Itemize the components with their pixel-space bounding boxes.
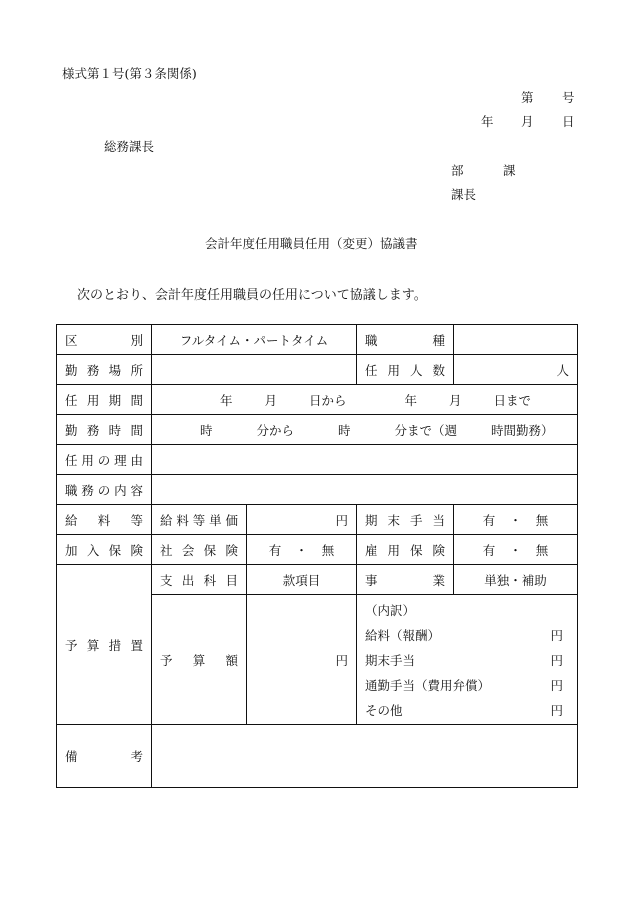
label-reason: 任 用 の 理 由 [65, 452, 143, 468]
row-location [57, 355, 578, 385]
field-headcount[interactable] [454, 355, 578, 385]
list-item: 給料（報酬） 円 [365, 627, 564, 643]
doc-no-prefix: 第 [521, 90, 534, 105]
row-kubetsu [57, 325, 578, 355]
sender-dept: 部 [451, 163, 464, 178]
row-salary [57, 505, 578, 535]
label-budget-amount: 予 算 額 [160, 652, 238, 668]
field-location[interactable] [152, 355, 357, 385]
field-social-insurance[interactable]: 有 ・ 無 [247, 535, 357, 565]
field-unit-price[interactable] [247, 505, 357, 535]
breakdown-title: （内訳） [365, 602, 416, 618]
label-shokushu: 職 種 [365, 332, 446, 348]
sender-chief: 課長 [451, 187, 477, 202]
unit-yen: 円 [335, 652, 349, 668]
label-kubetsu: 区 別 [65, 332, 143, 348]
list-item: その他 円 [365, 702, 564, 718]
intro-text: 次のとおり、会計年度任用職員の任用について協議します。 [77, 288, 427, 303]
label-remarks: 備 考 [65, 749, 143, 764]
budget-breakdown[interactable] [357, 595, 578, 725]
label-headcount: 任 用 人 数 [365, 362, 445, 378]
kubetsu-options[interactable]: フルタイム・パートタイム [152, 325, 357, 355]
row-budget-header [57, 565, 578, 595]
unit-persons: 人 [556, 362, 570, 378]
field-hours[interactable]: 時 分から 時 分まで（週 時間勤務） [152, 415, 578, 445]
label-budget: 予 算 措 置 [65, 637, 143, 653]
list-item: 期末手当 円 [365, 652, 564, 668]
label-salary: 給 料 等 [65, 512, 143, 528]
label-kankomoku: 款項目 [282, 572, 321, 588]
addressee: 総務課長 [104, 139, 155, 154]
document-title: 会計年度任用職員任用（変更）協議書 [205, 236, 418, 251]
label-project: 事 業 [365, 572, 446, 588]
label-employment-insurance: 雇 用 保 険 [365, 542, 445, 558]
field-single-subsidy[interactable]: 単独・補助 [454, 565, 578, 595]
label-location: 勤 務 場 所 [65, 362, 143, 378]
agreement-form-table [56, 324, 578, 788]
row-duty [57, 475, 578, 505]
row-insurance [57, 535, 578, 565]
list-item: 通勤手当（費用弁償） 円 [365, 677, 564, 693]
row-reason [57, 445, 578, 475]
row-hours [57, 415, 578, 445]
label-unit-price: 給 料 等 単 価 [160, 512, 238, 528]
field-remarks[interactable] [152, 725, 578, 788]
sender-section: 課 [503, 163, 516, 178]
date-month: 月 [521, 114, 534, 129]
date-day: 日 [562, 114, 575, 129]
doc-no-suffix: 号 [562, 90, 575, 105]
label-duty: 職 務 の 内 容 [65, 482, 143, 498]
unit-yen: 円 [335, 512, 349, 528]
field-employment-insurance[interactable]: 有 ・ 無 [454, 535, 578, 565]
form-number: 様式第１号(第３条関係) [62, 66, 197, 81]
field-period[interactable]: 年 月 日から 年 月 日まで [152, 385, 578, 415]
row-remarks [57, 725, 578, 788]
field-bonus[interactable]: 有 ・ 無 [454, 505, 578, 535]
field-budget-amount[interactable] [247, 595, 357, 725]
label-hours: 勤 務 時 間 [65, 422, 143, 438]
date-year: 年 [481, 114, 494, 129]
label-bonus: 期 末 手 当 [365, 512, 445, 528]
field-reason[interactable] [152, 445, 578, 475]
field-duty[interactable] [152, 475, 578, 505]
field-shokushu[interactable] [454, 325, 578, 355]
label-expense-item: 支 出 科 目 [160, 572, 238, 588]
label-social-insurance: 社 会 保 険 [160, 542, 238, 558]
breakdown-list [365, 597, 563, 722]
row-period [57, 385, 578, 415]
label-period: 任 用 期 間 [65, 392, 143, 408]
label-insurance: 加 入 保 険 [65, 542, 143, 558]
